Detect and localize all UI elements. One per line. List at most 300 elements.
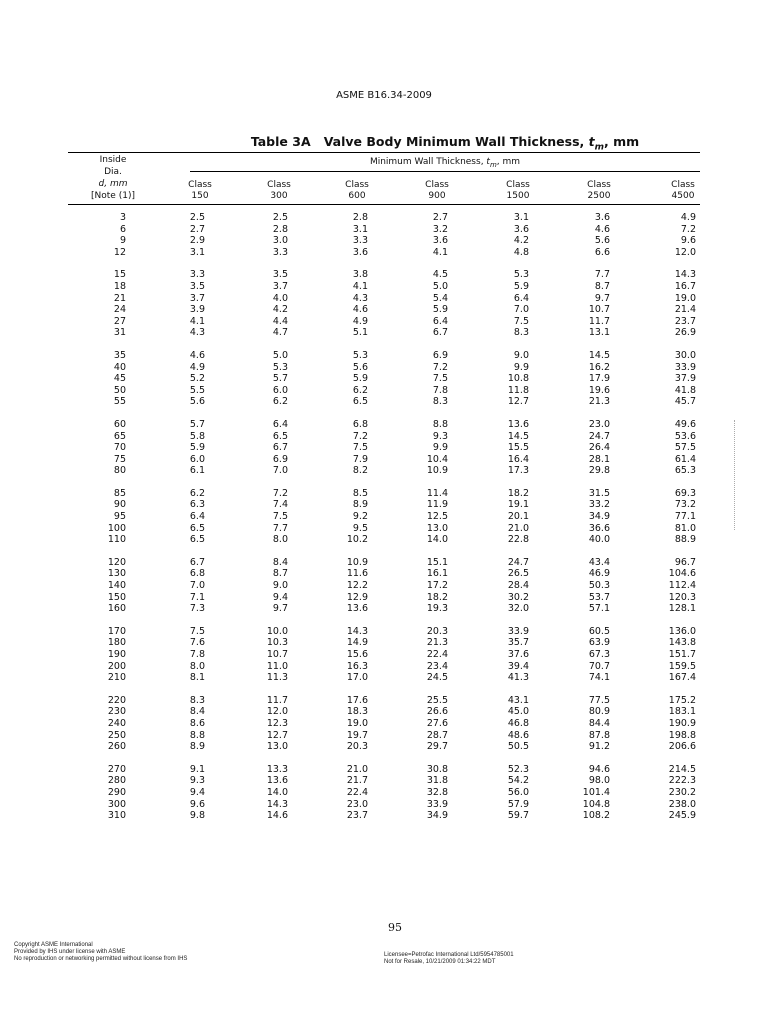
thickness-cell: 15.5 <box>507 442 529 454</box>
thickness-cell: 7.0 <box>513 304 529 316</box>
thickness-cell: 21.3 <box>588 396 610 408</box>
row-group <box>0 269 768 339</box>
thickness-cell: 20.1 <box>507 511 529 523</box>
thickness-cell: 84.4 <box>588 717 610 729</box>
thickness-cell: 19.0 <box>674 292 696 304</box>
thickness-cell: 14.3 <box>266 798 288 810</box>
thickness-cell: 6.8 <box>352 418 368 430</box>
thickness-cell: 12.0 <box>266 706 288 718</box>
thickness-cell: 4.3 <box>352 292 368 304</box>
thickness-cell: 5.6 <box>189 396 205 408</box>
row-group <box>0 557 768 615</box>
thickness-cell: 6.5 <box>189 522 205 534</box>
thickness-cell: 8.2 <box>352 465 368 477</box>
table-row <box>0 741 768 753</box>
inside-diameter-cell: 24 <box>113 304 126 316</box>
table-title-var: t <box>588 134 595 149</box>
table-row <box>0 592 768 604</box>
thickness-cell: 8.8 <box>432 418 448 430</box>
footer-right-line: Not for Resale, 10/21/2009 01:34:22 MDT <box>384 959 496 965</box>
thickness-cell: 63.9 <box>588 637 610 649</box>
table-row <box>0 281 768 293</box>
inside-diameter-cell: 90 <box>113 499 126 511</box>
thickness-cell: 24.7 <box>507 556 529 568</box>
thickness-cell: 91.2 <box>588 741 610 753</box>
thickness-cell: 7.5 <box>272 511 288 523</box>
thickness-cell: 143.8 <box>668 637 696 649</box>
thickness-cell: 4.5 <box>432 269 448 281</box>
thickness-cell: 88.9 <box>674 534 696 546</box>
thickness-cell: 23.7 <box>674 315 696 327</box>
thickness-cell: 6.0 <box>272 384 288 396</box>
inside-diameter-cell: 60 <box>113 418 126 430</box>
table-title <box>190 134 700 153</box>
thickness-cell: 11.3 <box>266 672 288 684</box>
class-header <box>653 180 713 202</box>
thickness-cell: 6.9 <box>432 349 448 361</box>
thickness-cell: 120.3 <box>668 591 696 603</box>
thickness-cell: 8.4 <box>272 556 288 568</box>
thickness-cell: 13.6 <box>346 603 368 615</box>
table-row <box>0 523 768 535</box>
thickness-cell: 52.3 <box>507 763 529 775</box>
thickness-cell: 57.5 <box>674 442 696 454</box>
thickness-cell: 23.0 <box>588 418 610 430</box>
inside-diameter-cell: 31 <box>113 327 126 339</box>
table-row <box>0 465 768 477</box>
thickness-cell: 10.8 <box>507 373 529 385</box>
thickness-cell: 39.4 <box>507 660 529 672</box>
thickness-cell: 32.0 <box>507 603 529 615</box>
thickness-cell: 6.6 <box>594 246 610 258</box>
class-rating: 1500 <box>506 191 530 201</box>
thickness-cell: 67.3 <box>588 649 610 660</box>
thickness-cell: 3.6 <box>513 223 529 235</box>
thickness-cell: 16.1 <box>426 568 448 580</box>
thickness-cell: 28.7 <box>426 729 448 741</box>
table-row <box>0 293 768 305</box>
thickness-cell: 6.2 <box>189 487 205 499</box>
thickness-cell: 6.4 <box>272 418 288 430</box>
thickness-cell: 3.1 <box>352 223 368 235</box>
thickness-cell: 9.0 <box>272 580 288 592</box>
thickness-cell: 151.7 <box>668 649 696 660</box>
inside-diameter-cell: 15 <box>113 269 126 281</box>
thickness-cell: 87.8 <box>588 729 610 741</box>
thickness-cell: 8.1 <box>189 672 205 684</box>
class-label: Class <box>587 180 611 190</box>
thickness-cell: 2.7 <box>432 212 448 223</box>
thickness-cell: 50.5 <box>507 741 529 753</box>
thickness-cell: 6.8 <box>189 568 205 580</box>
thickness-cell: 65.3 <box>674 465 696 477</box>
inside-diameter-cell: 85 <box>113 487 126 499</box>
table-row <box>0 235 768 247</box>
thickness-cell: 5.9 <box>513 280 529 292</box>
class-header <box>488 180 548 202</box>
thickness-cell: 77.1 <box>674 511 696 523</box>
thickness-cell: 7.5 <box>513 315 529 327</box>
thickness-cell: 9.2 <box>352 511 368 523</box>
row-group <box>0 350 768 408</box>
inside-diameter-cell: 180 <box>107 637 126 649</box>
thickness-cell: 24.5 <box>426 672 448 684</box>
thickness-cell: 60.5 <box>588 625 610 637</box>
inside-diameter-cell: 120 <box>107 556 126 568</box>
thickness-cell: 222.3 <box>668 775 696 787</box>
thickness-cell: 3.1 <box>513 212 529 223</box>
thickness-cell: 4.1 <box>432 246 448 258</box>
thickness-cell: 4.6 <box>352 304 368 316</box>
thickness-cell: 11.7 <box>588 315 610 327</box>
table-row <box>0 396 768 408</box>
thickness-cell: 3.3 <box>352 235 368 247</box>
thickness-cell: 53.6 <box>674 430 696 442</box>
thickness-cell: 108.2 <box>582 810 610 822</box>
thickness-cell: 17.6 <box>346 694 368 706</box>
thickness-cell: 5.3 <box>352 349 368 361</box>
footer-left-line: Provided by IHS under license with ASME <box>14 949 126 955</box>
col0-line3 <box>78 178 148 190</box>
thickness-cell: 98.0 <box>588 775 610 787</box>
inside-diameter-cell: 3 <box>119 212 126 223</box>
thickness-cell: 14.9 <box>346 637 368 649</box>
thickness-cell: 5.3 <box>272 361 288 373</box>
inside-diameter-cell: 100 <box>107 522 126 534</box>
table-row <box>0 385 768 397</box>
table-row <box>0 775 768 787</box>
thickness-cell: 6.1 <box>189 465 205 477</box>
thickness-cell: 3.6 <box>594 212 610 223</box>
thickness-cell: 33.9 <box>674 361 696 373</box>
thickness-cell: 9.5 <box>352 522 368 534</box>
row-group <box>0 488 768 546</box>
spanner-header <box>190 156 700 171</box>
thickness-cell: 10.4 <box>426 453 448 465</box>
table-row <box>0 730 768 742</box>
table-row <box>0 269 768 281</box>
table-top-rule <box>68 152 700 153</box>
table-row <box>0 499 768 511</box>
thickness-cell: 48.6 <box>507 729 529 741</box>
thickness-cell: 26.4 <box>588 442 610 454</box>
thickness-cell: 5.8 <box>189 430 205 442</box>
header-bottom-rule <box>68 204 700 205</box>
thickness-cell: 9.3 <box>432 430 448 442</box>
class-header <box>170 180 230 202</box>
thickness-cell: 9.4 <box>189 786 205 798</box>
row-group <box>0 212 768 258</box>
thickness-cell: 21.0 <box>507 522 529 534</box>
thickness-cell: 4.3 <box>189 327 205 339</box>
thickness-cell: 25.5 <box>426 694 448 706</box>
footer-right-line: Licensee=Petrofac International Ltd/5954785001 <box>384 952 514 958</box>
thickness-cell: 14.5 <box>507 430 529 442</box>
thickness-cell: 10.9 <box>346 556 368 568</box>
table-row <box>0 637 768 649</box>
table-row <box>0 661 768 673</box>
thickness-cell: 21.3 <box>426 637 448 649</box>
thickness-cell: 8.7 <box>594 280 610 292</box>
thickness-cell: 54.2 <box>507 775 529 787</box>
thickness-cell: 8.0 <box>189 660 205 672</box>
inside-diameter-cell: 190 <box>107 649 126 660</box>
table-row <box>0 442 768 454</box>
thickness-cell: 9.7 <box>594 292 610 304</box>
thickness-cell: 7.2 <box>680 223 696 235</box>
thickness-cell: 11.8 <box>507 384 529 396</box>
thickness-cell: 9.1 <box>189 763 205 775</box>
thickness-cell: 6.2 <box>352 384 368 396</box>
thickness-cell: 12.3 <box>266 717 288 729</box>
thickness-cell: 35.7 <box>507 637 529 649</box>
thickness-cell: 3.9 <box>189 304 205 316</box>
thickness-cell: 13.6 <box>266 775 288 787</box>
row-group <box>0 626 768 684</box>
thickness-cell: 16.2 <box>588 361 610 373</box>
thickness-cell: 190.9 <box>668 717 696 729</box>
thickness-cell: 4.1 <box>352 280 368 292</box>
thickness-cell: 6.4 <box>513 292 529 304</box>
thickness-cell: 19.0 <box>346 717 368 729</box>
thickness-cell: 23.0 <box>346 798 368 810</box>
thickness-cell: 5.3 <box>513 269 529 281</box>
table-row <box>0 787 768 799</box>
thickness-cell: 7.5 <box>352 442 368 454</box>
table-row <box>0 568 768 580</box>
thickness-cell: 12.5 <box>426 511 448 523</box>
thickness-cell: 6.5 <box>189 534 205 546</box>
table-body <box>0 212 768 833</box>
thickness-cell: 3.7 <box>189 292 205 304</box>
inside-diameter-cell: 250 <box>107 729 126 741</box>
spanner-sub: m <box>489 160 497 169</box>
thickness-cell: 104.8 <box>582 798 610 810</box>
thickness-cell: 17.9 <box>588 373 610 385</box>
table-row <box>0 247 768 259</box>
table-row <box>0 695 768 707</box>
thickness-cell: 16.7 <box>674 280 696 292</box>
thickness-cell: 9.9 <box>432 442 448 454</box>
thickness-cell: 4.6 <box>594 223 610 235</box>
thickness-cell: 14.0 <box>266 786 288 798</box>
thickness-cell: 2.8 <box>352 212 368 223</box>
thickness-cell: 6.5 <box>352 396 368 408</box>
thickness-cell: 12.0 <box>674 246 696 258</box>
thickness-cell: 10.2 <box>346 534 368 546</box>
thickness-cell: 37.6 <box>507 649 529 660</box>
thickness-cell: 4.9 <box>189 361 205 373</box>
thickness-cell: 6.7 <box>189 556 205 568</box>
thickness-cell: 10.3 <box>266 637 288 649</box>
table-row <box>0 810 768 822</box>
thickness-cell: 46.8 <box>507 717 529 729</box>
inside-diameter-cell: 50 <box>113 384 126 396</box>
thickness-cell: 13.1 <box>588 327 610 339</box>
thickness-cell: 30.0 <box>674 349 696 361</box>
thickness-cell: 50.3 <box>588 580 610 592</box>
thickness-cell: 10.7 <box>588 304 610 316</box>
page-number: 95 <box>388 921 402 934</box>
thickness-cell: 5.6 <box>594 235 610 247</box>
thickness-cell: 33.2 <box>588 499 610 511</box>
thickness-cell: 9.7 <box>272 603 288 615</box>
table-row <box>0 316 768 328</box>
thickness-cell: 45.7 <box>674 396 696 408</box>
thickness-cell: 20.3 <box>346 741 368 753</box>
thickness-cell: 43.4 <box>588 556 610 568</box>
thickness-cell: 5.4 <box>432 292 448 304</box>
thickness-cell: 4.9 <box>352 315 368 327</box>
footer-right <box>384 952 724 966</box>
inside-dia-header <box>78 154 148 202</box>
thickness-cell: 41.8 <box>674 384 696 396</box>
inside-diameter-cell: 300 <box>107 798 126 810</box>
col0-line1: Inside <box>99 155 127 165</box>
thickness-cell: 214.5 <box>668 763 696 775</box>
thickness-cell: 15.6 <box>346 649 368 660</box>
thickness-cell: 10.9 <box>426 465 448 477</box>
table-row <box>0 718 768 730</box>
thickness-cell: 7.2 <box>352 430 368 442</box>
thickness-cell: 3.6 <box>352 246 368 258</box>
class-rating: 600 <box>348 191 366 201</box>
thickness-cell: 183.1 <box>668 706 696 718</box>
thickness-cell: 230.2 <box>668 786 696 798</box>
inside-diameter-cell: 12 <box>113 246 126 258</box>
thickness-cell: 245.9 <box>668 810 696 822</box>
thickness-cell: 6.2 <box>272 396 288 408</box>
thickness-cell: 6.4 <box>432 315 448 327</box>
scan-edge-mark <box>734 420 737 530</box>
thickness-cell: 6.4 <box>189 511 205 523</box>
thickness-cell: 2.8 <box>272 223 288 235</box>
thickness-cell: 81.0 <box>674 522 696 534</box>
thickness-cell: 3.1 <box>189 246 205 258</box>
thickness-cell: 8.9 <box>189 741 205 753</box>
thickness-cell: 6.9 <box>272 453 288 465</box>
spanner-text: Minimum Wall Thickness, <box>369 157 487 167</box>
table-row <box>0 362 768 374</box>
table-row <box>0 580 768 592</box>
standard-header: ASME B16.34-2009 <box>336 90 432 101</box>
thickness-cell: 11.6 <box>346 568 368 580</box>
thickness-cell: 15.1 <box>426 556 448 568</box>
thickness-cell: 7.7 <box>594 269 610 281</box>
thickness-cell: 23.4 <box>426 660 448 672</box>
thickness-cell: 4.8 <box>513 246 529 258</box>
thickness-cell: 53.7 <box>588 591 610 603</box>
thickness-cell: 12.9 <box>346 591 368 603</box>
thickness-cell: 30.2 <box>507 591 529 603</box>
inside-diameter-cell: 9 <box>119 235 126 247</box>
thickness-cell: 4.4 <box>272 315 288 327</box>
thickness-cell: 6.0 <box>189 453 205 465</box>
table-row <box>0 488 768 500</box>
inside-diameter-cell: 110 <box>107 534 126 546</box>
thickness-cell: 18.2 <box>507 487 529 499</box>
spanner-unit: , mm <box>496 157 521 167</box>
thickness-cell: 19.3 <box>426 603 448 615</box>
thickness-cell: 8.3 <box>513 327 529 339</box>
thickness-cell: 5.7 <box>272 373 288 385</box>
thickness-cell: 16.3 <box>346 660 368 672</box>
table-row <box>0 327 768 339</box>
thickness-cell: 16.4 <box>507 453 529 465</box>
thickness-cell: 17.3 <box>507 465 529 477</box>
thickness-cell: 9.4 <box>272 591 288 603</box>
thickness-cell: 49.6 <box>674 418 696 430</box>
class-label: Class <box>267 180 291 190</box>
thickness-cell: 7.8 <box>189 649 205 660</box>
thickness-cell: 7.6 <box>189 637 205 649</box>
thickness-cell: 26.9 <box>674 327 696 339</box>
thickness-cell: 2.5 <box>272 212 288 223</box>
thickness-cell: 8.5 <box>352 487 368 499</box>
table-title-text: Valve Body Minimum Wall Thickness, <box>323 134 589 149</box>
thickness-cell: 73.2 <box>674 499 696 511</box>
class-label: Class <box>345 180 369 190</box>
thickness-cell: 7.5 <box>432 373 448 385</box>
thickness-cell: 2.5 <box>189 212 205 223</box>
class-header <box>569 180 629 202</box>
table-row <box>0 304 768 316</box>
thickness-cell: 94.6 <box>588 763 610 775</box>
thickness-cell: 7.7 <box>272 522 288 534</box>
row-group <box>0 695 768 753</box>
class-rating: 300 <box>270 191 288 201</box>
thickness-cell: 33.9 <box>426 798 448 810</box>
table-row <box>0 764 768 776</box>
inside-diameter-cell: 160 <box>107 603 126 615</box>
thickness-cell: 7.0 <box>189 580 205 592</box>
thickness-cell: 3.5 <box>189 280 205 292</box>
thickness-cell: 19.6 <box>588 384 610 396</box>
thickness-cell: 21.0 <box>346 763 368 775</box>
thickness-cell: 29.8 <box>588 465 610 477</box>
thickness-cell: 31.5 <box>588 487 610 499</box>
thickness-cell: 7.2 <box>432 361 448 373</box>
class-label: Class <box>188 180 212 190</box>
inside-diameter-cell: 140 <box>107 580 126 592</box>
thickness-cell: 9.6 <box>189 798 205 810</box>
thickness-cell: 4.1 <box>189 315 205 327</box>
thickness-cell: 11.9 <box>426 499 448 511</box>
class-header <box>327 180 387 202</box>
thickness-cell: 10.0 <box>266 625 288 637</box>
thickness-cell: 26.6 <box>426 706 448 718</box>
table-row <box>0 431 768 443</box>
thickness-cell: 4.7 <box>272 327 288 339</box>
thickness-cell: 4.0 <box>272 292 288 304</box>
thickness-cell: 41.3 <box>507 672 529 684</box>
table-title-sub: m <box>594 142 605 153</box>
thickness-cell: 8.9 <box>352 499 368 511</box>
thickness-cell: 238.0 <box>668 798 696 810</box>
thickness-cell: 3.8 <box>352 269 368 281</box>
thickness-cell: 22.4 <box>426 649 448 660</box>
thickness-cell: 5.9 <box>352 373 368 385</box>
thickness-cell: 96.7 <box>674 556 696 568</box>
thickness-cell: 5.0 <box>432 280 448 292</box>
row-group <box>0 764 768 822</box>
thickness-cell: 5.0 <box>272 349 288 361</box>
inside-diameter-cell: 21 <box>113 292 126 304</box>
inside-diameter-cell: 310 <box>107 810 126 822</box>
table-row <box>0 373 768 385</box>
thickness-cell: 7.4 <box>272 499 288 511</box>
thickness-cell: 8.0 <box>272 534 288 546</box>
